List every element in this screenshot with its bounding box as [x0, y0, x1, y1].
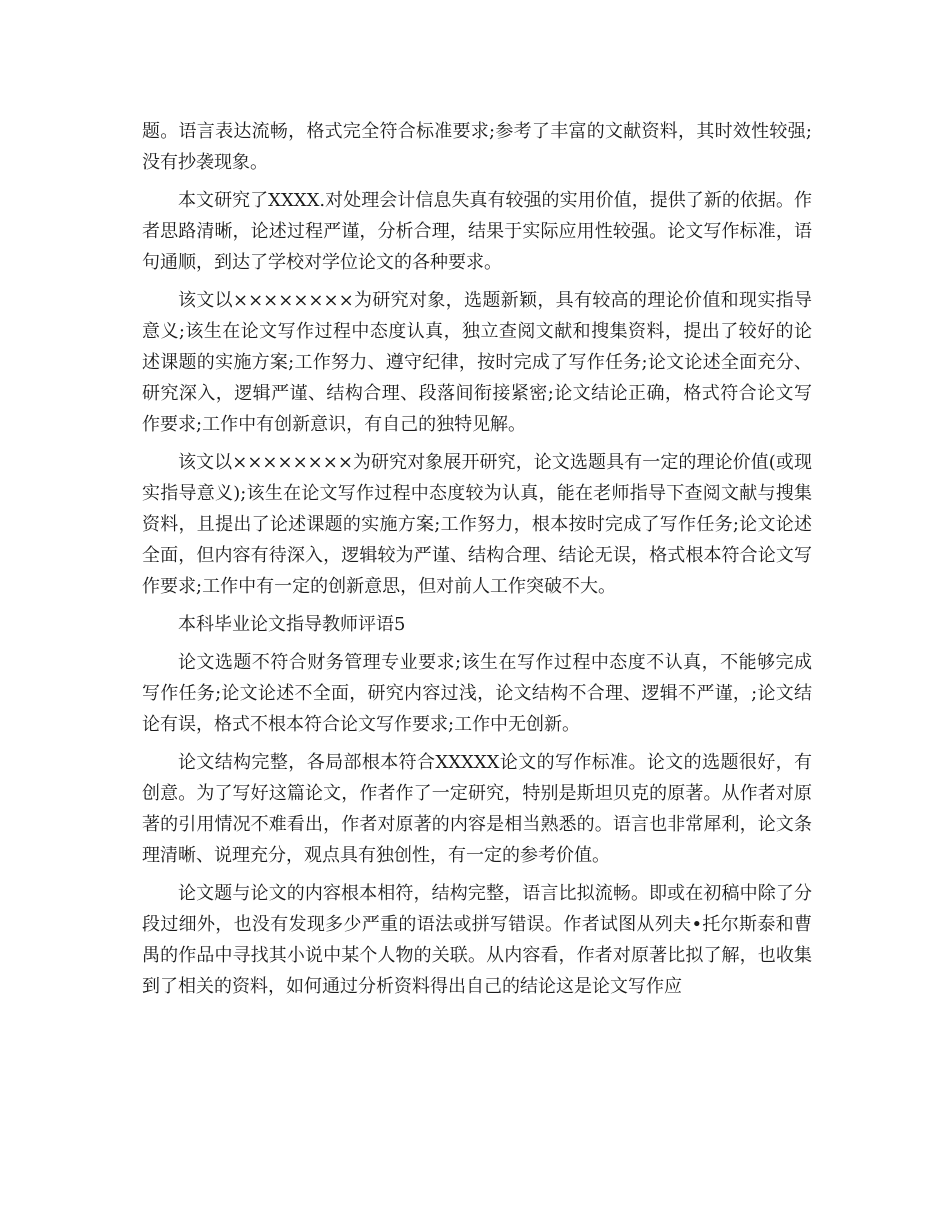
paragraph-comment: 本文研究了XXXX.对处理会计信息失真有较强的实用价值，提供了新的依据。作者思路清晰，论述过程严谨，分析合理，结果于实际应用性较强。论文写作标准，语句通顺，到达了学校对学位论文的各种要求。 [142, 190, 812, 273]
paragraph-comment: 论文结构完整，各局部根本符合XXXXX论文的写作标准。论文的选题很好，有创意。为了写好这篇论文，作者作了一定研究，特别是斯坦贝克的原著。从作者对原著的引用情况不难看出，作者对原著的内容是相当熟悉的。语言也非常犀利，论文条理清晰、说理充分，观点具有独创性，有一定的参考价值。 [142, 752, 812, 866]
document-body [142, 116, 812, 1009]
section-heading: 本科毕业论文指导教师评语5 [178, 614, 406, 635]
paragraph-continuation: 题。语言表达流畅，格式完全符合标准要求;参考了丰富的文献资料，其时效性较强;没有抄袭现象。 [142, 121, 812, 173]
paragraph-comment: 论文题与论文的内容根本相符，结构完整，语言比拟流畅。即或在初稿中除了分段过细外，也没有发现多少严重的语法或拼写错误。作者试图从列夫•托尔斯泰和曹禺的作品中寻找其小说中某个人物的关联。从内容看，作者对原著比拟了解，也收集到了相关的资料，如何通过分析资料得出自己的结论这是论文写作应 [142, 883, 812, 997]
paragraph-comment: 该文以××××××××为研究对象，选题新颖，具有较高的理论价值和现实指导意义;该生在论文写作过程中态度认真，独立查阅文献和搜集资料，提出了较好的论述课题的实施方案;工作努力、遵守纪律，按时完成了写作任务;论文论述全面充分、研究深入，逻辑严谨、结构合理、段落间衔接紧密;论文结论正确，格式符合论文写作要求;工作中有创新意识，有自己的独特见解。 [142, 290, 812, 435]
paragraph-comment: 该文以××××××××为研究对象展开研究，论文选题具有一定的理论价值(或现实指导意义);该生在论文写作过程中态度较为认真，能在老师指导下查阅文献与搜集资料，且提出了论述课题的实施方案;工作努力，根本按时完成了写作任务;论文论述全面，但内容有待深入，逻辑较为严谨、结构合理、结论无误，格式根本符合论文写作要求;工作中有一定的创新意思，但对前人工作突破不大。 [142, 452, 812, 597]
paragraph-comment: 论文选题不符合财务管理专业要求;该生在写作过程中态度不认真，不能够完成写作任务;论文论述不全面，研究内容过浅，论文结构不合理、逻辑不严谨，;论文结论有误，格式不根本符合论文写作要求;工作中无创新。 [142, 652, 812, 735]
